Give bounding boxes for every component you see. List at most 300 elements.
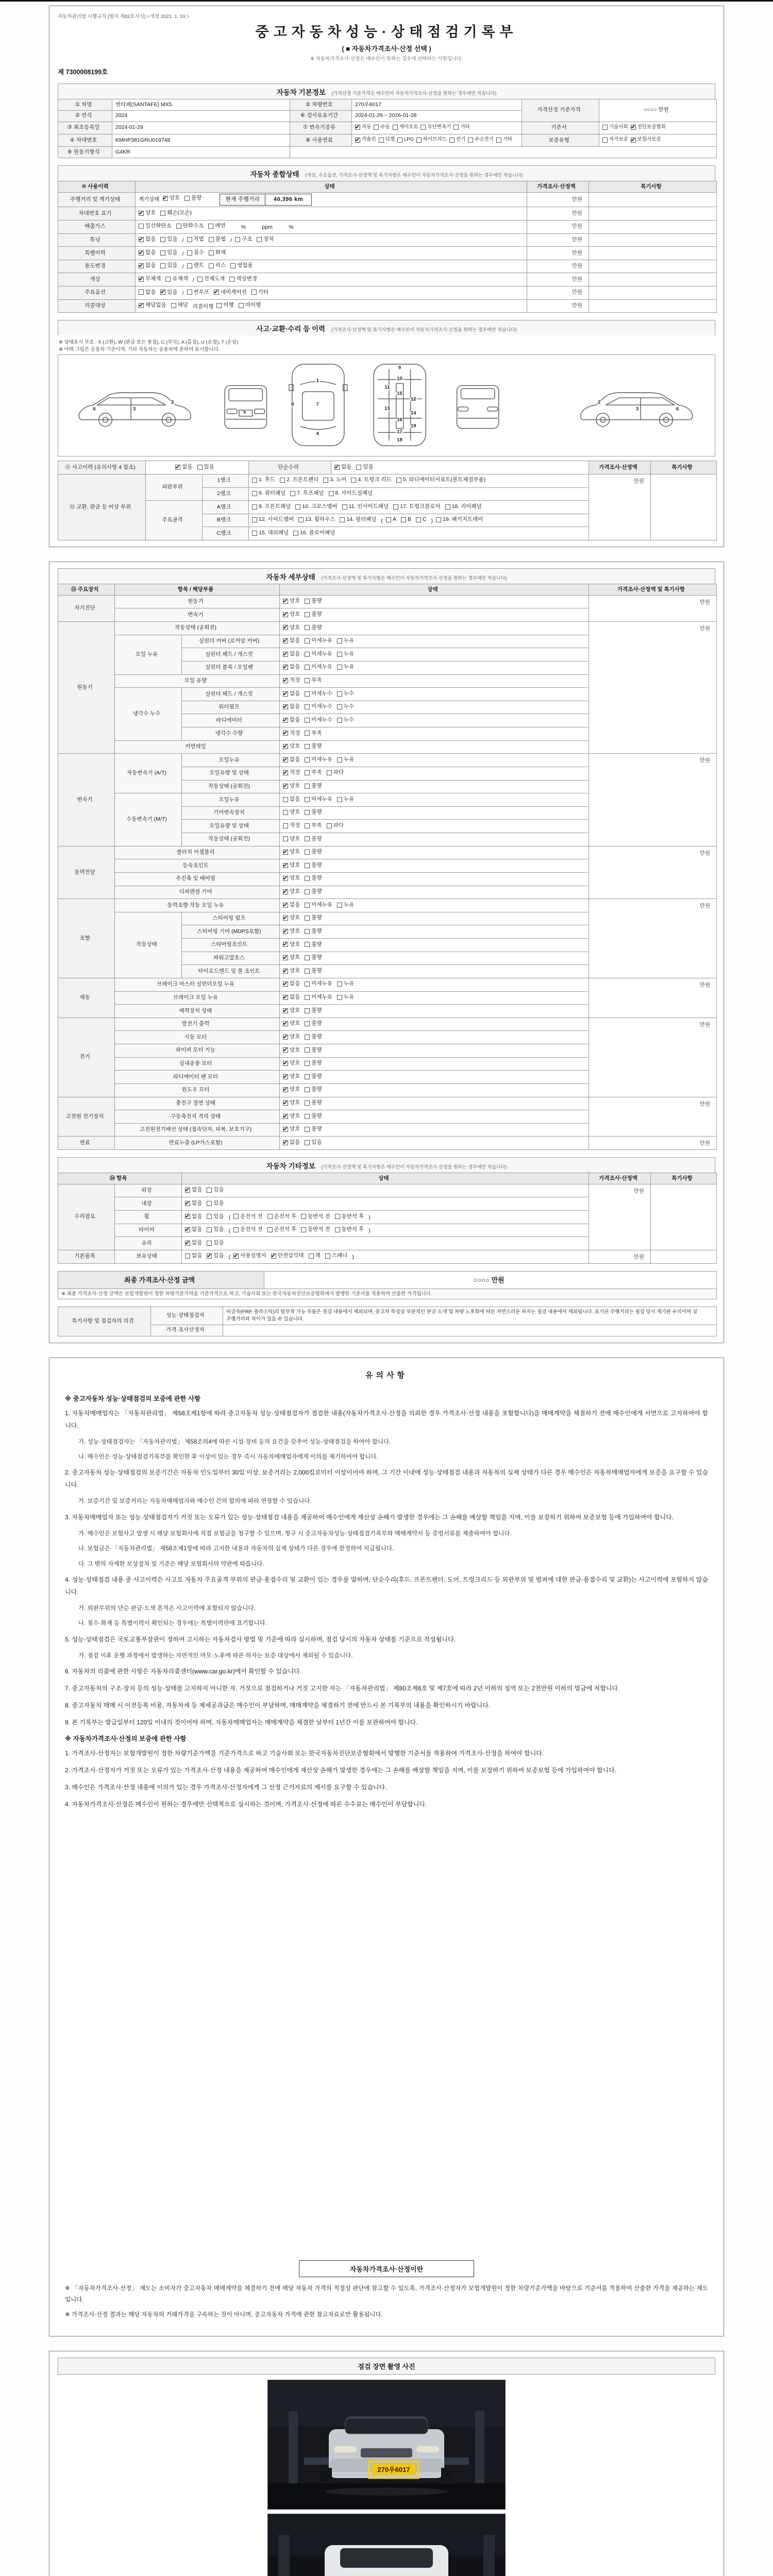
table-cell[interactable] bbox=[280, 595, 589, 608]
checkbox-icon bbox=[337, 638, 342, 643]
checkbox[interactable]: ✔ 없음 bbox=[283, 690, 300, 698]
checkbox[interactable]: 불량 bbox=[305, 742, 322, 751]
checkbox[interactable]: 없음 bbox=[185, 1252, 202, 1260]
checkbox[interactable]: 부족 bbox=[305, 676, 322, 685]
checkbox[interactable]: ✔ 양호 bbox=[283, 1020, 300, 1028]
table-cell[interactable] bbox=[136, 207, 527, 221]
checkbox[interactable]: 세미오토 bbox=[393, 124, 418, 131]
checkbox[interactable]: 누유 bbox=[337, 993, 354, 1002]
checkbox[interactable]: C bbox=[416, 516, 427, 524]
table-cell[interactable] bbox=[182, 1211, 589, 1224]
checkbox-checked-icon bbox=[139, 263, 144, 268]
checkbox-checked-icon bbox=[139, 237, 144, 242]
table-cell[interactable] bbox=[280, 754, 589, 767]
checkbox[interactable]: 훼손(오손) bbox=[160, 209, 192, 217]
checkbox[interactable]: 10. 크로스멤버 bbox=[295, 503, 337, 511]
table-cell[interactable] bbox=[280, 1110, 589, 1124]
checkbox[interactable]: 불량 bbox=[305, 848, 322, 856]
section-overall-note: (색상, 주요옵션, 가격조사·산정액 및 특기사항은 매수인이 자동차가격조사·산정을 원하는 경우에만 적습니다) bbox=[305, 173, 523, 178]
checkbox[interactable]: 미이행 bbox=[239, 301, 261, 310]
checkbox[interactable]: 운전석 전 bbox=[233, 1226, 263, 1234]
checkbox[interactable]: 누수 bbox=[337, 703, 354, 711]
checkbox[interactable]: 불량 bbox=[184, 194, 201, 202]
checkbox[interactable]: 누유 bbox=[337, 980, 354, 988]
checkbox[interactable]: 하이브리드 bbox=[416, 136, 447, 143]
checkbox[interactable]: 누유 bbox=[337, 901, 354, 909]
checkbox[interactable]: 7. 루프패널 bbox=[290, 489, 324, 498]
checkbox[interactable]: 누유 bbox=[337, 650, 354, 658]
checkbox[interactable]: ✔ 가솔린 bbox=[355, 136, 376, 143]
table-cell[interactable] bbox=[280, 978, 589, 991]
checkbox[interactable]: 불량 bbox=[305, 874, 322, 883]
checkbox[interactable]: 18. 리어패널 bbox=[445, 503, 482, 511]
table-cell[interactable] bbox=[280, 806, 589, 820]
checkbox[interactable]: 전체도색 bbox=[197, 275, 225, 283]
checkbox[interactable]: 동반석 후 bbox=[335, 1213, 364, 1221]
checkbox[interactable]: 렌트 bbox=[187, 262, 204, 270]
checkbox[interactable]: 전기 bbox=[449, 136, 465, 143]
checkbox[interactable]: ✔ 적정 bbox=[283, 676, 300, 685]
table-cell[interactable] bbox=[280, 939, 589, 952]
checkbox[interactable]: ✔ 없음 bbox=[283, 637, 300, 645]
table-cell bbox=[58, 233, 136, 247]
checkbox[interactable]: 영업용 bbox=[230, 262, 253, 270]
checkbox[interactable]: 3. 도어 bbox=[323, 476, 346, 484]
table-cell[interactable] bbox=[182, 1250, 589, 1263]
checkbox[interactable]: ✔ 양호 bbox=[283, 624, 300, 632]
checkbox[interactable]: 불량 bbox=[305, 941, 322, 949]
checkbox[interactable]: ✔ 적정 bbox=[283, 769, 300, 777]
checkbox[interactable]: 기타 bbox=[251, 289, 268, 297]
checkbox-icon bbox=[335, 1214, 340, 1219]
table-cell[interactable] bbox=[280, 1018, 589, 1031]
table-cell[interactable] bbox=[280, 661, 589, 674]
table-cell[interactable] bbox=[249, 501, 589, 514]
checkbox[interactable]: 탄화수소 bbox=[176, 222, 204, 230]
table-cell[interactable] bbox=[280, 793, 589, 807]
checkbox[interactable]: 있음 bbox=[160, 249, 177, 257]
checkbox[interactable]: 불량 bbox=[305, 808, 322, 817]
checkbox[interactable]: ✔ 없음 bbox=[283, 993, 300, 1002]
checkbox[interactable]: ✔ 양호 bbox=[283, 782, 300, 790]
table-cell[interactable] bbox=[331, 461, 589, 474]
checkbox[interactable]: 이행 bbox=[216, 301, 233, 310]
checkbox[interactable]: ✔ 양호 bbox=[283, 967, 300, 975]
checkbox[interactable]: ✔ 해당없음 bbox=[139, 301, 166, 310]
checkbox[interactable]: 기타 bbox=[496, 136, 512, 143]
checkbox[interactable]: 화재 bbox=[209, 249, 226, 257]
cell-text: 비금속(FRP, 플라스틱)의 탈부착 가능 부품은 점검 내용에서 제외되며, 중고차 특성상 부분적인 판금·도색 및 차량 노후화에 따른 자연스러운 하자는 점검 내용에서 제외됩니다. 표기된 주행거리는 점검 당시 계기판 수치이며 실 주행거리와 차이가 있을 수 있습니다. bbox=[226, 1309, 698, 1322]
checkbox[interactable]: 유채색 bbox=[165, 275, 188, 283]
table-cell[interactable] bbox=[249, 487, 589, 501]
checkbox[interactable]: 1. 후드 bbox=[252, 476, 275, 484]
table-cell[interactable] bbox=[280, 846, 589, 859]
checkbox[interactable]: 미세누유 bbox=[305, 795, 332, 804]
checkbox[interactable]: 과다 bbox=[327, 769, 344, 777]
checkbox[interactable]: 없음 bbox=[283, 795, 300, 804]
checkbox-icon bbox=[301, 1214, 306, 1219]
table-cell[interactable] bbox=[136, 247, 527, 260]
checkbox[interactable]: 불량 bbox=[305, 861, 322, 870]
table-cell[interactable] bbox=[280, 648, 589, 662]
checkbox[interactable]: 운전석 후 bbox=[267, 1213, 297, 1221]
checkbox[interactable]: ✔ 없음 bbox=[283, 980, 300, 988]
table-cell[interactable] bbox=[182, 1224, 589, 1237]
checkbox[interactable]: 불량 bbox=[305, 888, 322, 896]
table-cell[interactable] bbox=[136, 220, 527, 233]
table-cell[interactable] bbox=[280, 820, 589, 833]
table-cell bbox=[146, 501, 203, 540]
table-cell[interactable] bbox=[249, 527, 589, 540]
table-cell[interactable] bbox=[280, 622, 589, 635]
table-cell[interactable] bbox=[136, 192, 527, 207]
checkbox[interactable]: ✔ 없음 bbox=[185, 1213, 202, 1221]
checkbox[interactable]: 과다 bbox=[327, 822, 344, 830]
checkbox[interactable]: 있음 bbox=[160, 262, 177, 270]
section-detail-title: 자동차 세부상태 (가격조사·산정액 및 특기사항은 매수인이 자동차가격조사·산정을 원하는 경우에만 적습니다) bbox=[58, 568, 715, 584]
checkbox[interactable]: 불량 bbox=[305, 835, 322, 843]
checkbox-icon bbox=[305, 810, 310, 815]
checkbox[interactable]: B bbox=[401, 516, 411, 524]
checkbox-icon bbox=[342, 504, 347, 510]
checkbox[interactable]: ✔ 양호 bbox=[283, 1046, 300, 1055]
table-cell[interactable] bbox=[280, 872, 589, 886]
table-cell[interactable] bbox=[249, 474, 589, 487]
table-cell[interactable] bbox=[352, 134, 522, 146]
checkbox[interactable]: 일산화탄소 bbox=[139, 222, 172, 230]
checkbox[interactable]: 있음 bbox=[305, 1139, 322, 1147]
table-cell[interactable] bbox=[280, 1044, 589, 1058]
checkbox[interactable]: 미세누수 bbox=[305, 703, 332, 711]
checkbox[interactable]: ✔ 사용설명서 bbox=[233, 1252, 266, 1260]
checkbox[interactable]: ✔ 보험사보증 bbox=[631, 136, 661, 143]
checkbox[interactable]: ✔ 없음 bbox=[185, 1226, 202, 1234]
checkbox[interactable]: 동반석 전 bbox=[301, 1226, 330, 1234]
checkbox[interactable]: 미세누유 bbox=[305, 650, 332, 658]
checkbox[interactable]: 부족 bbox=[305, 730, 322, 738]
table-cell[interactable] bbox=[280, 780, 589, 793]
checkbox[interactable]: 동반석 전 bbox=[301, 1213, 330, 1221]
checkbox[interactable]: 자가보증 bbox=[602, 136, 628, 143]
checkbox[interactable]: ✔ 양호 bbox=[283, 1099, 300, 1107]
checkbox[interactable]: 스패너 bbox=[325, 1252, 347, 1260]
cell-text: 만원 bbox=[572, 223, 582, 230]
table-cell[interactable] bbox=[280, 1137, 589, 1150]
table-cell[interactable] bbox=[280, 727, 589, 741]
checkbox[interactable]: 있음 bbox=[197, 463, 214, 471]
checkbox-icon bbox=[197, 277, 203, 282]
checkbox[interactable]: 9. 프론트패널 bbox=[252, 503, 291, 511]
checkbox[interactable]: ✔ 없음 bbox=[334, 463, 351, 471]
checkbox[interactable]: 불량 bbox=[305, 927, 322, 936]
checkbox[interactable]: 불량 bbox=[305, 1033, 322, 1041]
cell-text: 실린더 블록 / 오일팬 bbox=[205, 664, 253, 671]
table-cell[interactable] bbox=[280, 991, 589, 1005]
checkbox[interactable]: 없음 bbox=[139, 289, 156, 297]
checkbox[interactable]: 있음 bbox=[207, 1213, 224, 1221]
checkbox[interactable]: ✔ 있음 bbox=[160, 289, 177, 297]
checkbox[interactable]: 미세누유 bbox=[305, 993, 332, 1002]
table-cell[interactable] bbox=[280, 1097, 589, 1110]
checkbox[interactable]: 불량 bbox=[305, 1059, 322, 1067]
table-cell[interactable] bbox=[280, 833, 589, 846]
table-cell[interactable] bbox=[280, 714, 589, 727]
checkbox[interactable]: ✔ 없음 bbox=[185, 1239, 202, 1247]
checkbox[interactable]: 불법 bbox=[209, 235, 226, 244]
section-accident-note: (가격조사·산정액 및 특기사항은 매수인이 자동차가격조사·산정을 원하는 경우에만 적습니다) bbox=[331, 327, 517, 333]
checkbox[interactable]: ✔ 네비게이션 bbox=[214, 289, 247, 297]
table-cell[interactable] bbox=[280, 912, 589, 925]
checkbox[interactable]: 14. 필러패널 bbox=[340, 516, 376, 524]
table-cell[interactable] bbox=[599, 134, 717, 146]
cell-text: 오일유량 및 상태 bbox=[209, 822, 249, 829]
checkbox[interactable]: 4. 트렁크 리드 bbox=[351, 476, 391, 484]
checkbox[interactable]: 부족 bbox=[305, 769, 322, 777]
checkbox[interactable]: 15. 대쉬패널 bbox=[252, 529, 289, 537]
checkbox[interactable]: 11. 인사이드패널 bbox=[342, 503, 389, 511]
checkbox[interactable]: 12. 사이드멤버 bbox=[252, 516, 294, 524]
table-cell[interactable] bbox=[280, 740, 589, 754]
checkbox[interactable]: ✔ 양호 bbox=[283, 861, 300, 870]
checkbox[interactable]: 미세누유 bbox=[305, 980, 332, 988]
checkbox[interactable]: 적법 bbox=[187, 235, 204, 244]
checkbox[interactable]: 운전석 전 bbox=[233, 1213, 263, 1221]
checkbox[interactable]: ✔ 없음 bbox=[283, 663, 300, 671]
checkbox[interactable]: ✔ 없음 bbox=[175, 463, 192, 471]
cell-text: 실린더 커버 (로커암 커버) bbox=[198, 638, 260, 645]
checkbox[interactable]: ✔ 없음 bbox=[283, 756, 300, 764]
table-cell[interactable] bbox=[280, 767, 589, 780]
checkbox[interactable]: 운전석 후 bbox=[267, 1226, 297, 1234]
checkbox[interactable]: ✔ 양호 bbox=[139, 209, 156, 217]
table-cell bbox=[58, 147, 112, 158]
checkbox[interactable]: 6. 쿼터패널 bbox=[252, 489, 285, 498]
checkbox[interactable]: ✔ 없음 bbox=[185, 1199, 202, 1208]
checkbox[interactable]: 불량 bbox=[305, 1007, 322, 1015]
table-cell[interactable] bbox=[136, 273, 527, 286]
table-cell[interactable] bbox=[136, 286, 527, 300]
checkbox[interactable]: 미세누유 bbox=[305, 663, 332, 671]
checkbox[interactable]: 있음 bbox=[160, 235, 177, 244]
checkbox[interactable]: 불량 bbox=[305, 1099, 322, 1107]
checkbox[interactable]: 동반석 후 bbox=[335, 1226, 364, 1234]
checkbox[interactable]: ✔ 양호 bbox=[283, 1033, 300, 1041]
table-cell[interactable] bbox=[280, 688, 589, 701]
checkbox[interactable]: 누유 bbox=[337, 795, 354, 804]
table-cell[interactable] bbox=[352, 122, 522, 134]
checkbox[interactable]: ✔ 양호 bbox=[283, 914, 300, 922]
checkbox[interactable]: 누유 bbox=[337, 637, 354, 645]
checkbox[interactable]: ✔ 없음 bbox=[139, 262, 156, 270]
checkbox[interactable]: ✔ 자동 bbox=[355, 124, 371, 131]
checkbox[interactable]: 침수 bbox=[187, 249, 204, 257]
table-cell bbox=[112, 134, 290, 146]
table-cell[interactable] bbox=[280, 1071, 589, 1084]
table-cell[interactable] bbox=[182, 1184, 589, 1197]
checkbox[interactable]: ✔ 양호 bbox=[283, 848, 300, 856]
checkbox[interactable]: 13. 휠하우스 bbox=[298, 516, 335, 524]
table-cell[interactable] bbox=[280, 608, 589, 622]
checkbox[interactable]: 미세누수 bbox=[305, 690, 332, 698]
checkbox[interactable]: 불량 bbox=[305, 914, 322, 922]
checkbox-icon bbox=[602, 138, 608, 143]
checkbox[interactable]: 17. 트렁크플로어 bbox=[393, 503, 440, 511]
table-cell[interactable] bbox=[249, 514, 589, 527]
checkbox[interactable]: 있음 bbox=[356, 463, 373, 471]
checkbox[interactable]: ✔ 없음 bbox=[283, 1139, 300, 1147]
checkbox[interactable]: ✔ 양호 bbox=[283, 888, 300, 896]
checkbox[interactable]: ✔ 없음 bbox=[283, 716, 300, 724]
table-cell[interactable] bbox=[599, 122, 717, 134]
checkbox[interactable]: 불량 bbox=[305, 782, 322, 790]
checkbox[interactable]: ✔ 양호 bbox=[283, 941, 300, 949]
checkbox[interactable]: 불량 bbox=[305, 1046, 322, 1055]
checkbox[interactable]: 19. 패키지트레이 bbox=[436, 516, 483, 524]
table-cell[interactable] bbox=[136, 233, 527, 247]
checkbox[interactable]: ✔ 양호 bbox=[283, 597, 300, 605]
table-cell[interactable] bbox=[280, 1057, 589, 1071]
table-cell[interactable] bbox=[136, 260, 527, 273]
checkbox[interactable]: 무단변속기 bbox=[421, 124, 451, 131]
checkbox[interactable]: ✔ 양호 bbox=[283, 927, 300, 936]
table-cell[interactable] bbox=[280, 965, 589, 978]
table-cell bbox=[115, 1123, 280, 1137]
checkbox[interactable]: ✔ 없음 bbox=[283, 703, 300, 711]
checkbox[interactable]: 누유 bbox=[337, 663, 354, 671]
checkbox[interactable]: 불량 bbox=[305, 1086, 322, 1094]
checkbox[interactable]: 불량 bbox=[305, 954, 322, 962]
table-cell[interactable] bbox=[280, 1031, 589, 1044]
checkbox[interactable]: 불량 bbox=[305, 624, 322, 632]
cell-text: 특기사항 및 점검자의 의견 bbox=[72, 1318, 134, 1324]
checkbox[interactable]: 불량 bbox=[305, 1020, 322, 1028]
checkbox[interactable]: 썬루프 bbox=[187, 289, 209, 297]
checkbox[interactable]: ✔ 양호 bbox=[283, 1073, 300, 1081]
table-cell[interactable] bbox=[280, 701, 589, 714]
checkbox[interactable]: 불량 bbox=[305, 597, 322, 605]
checkbox[interactable]: 불량 bbox=[305, 1112, 322, 1121]
cell-text: 가격조사·산정액 bbox=[599, 464, 637, 470]
checkbox[interactable]: ✔ 양호 bbox=[283, 1112, 300, 1121]
checkbox[interactable]: 해당 bbox=[171, 301, 188, 310]
table-cell[interactable] bbox=[280, 635, 589, 648]
checkbox[interactable]: 수동 bbox=[374, 124, 390, 131]
checkbox[interactable]: 잭 bbox=[309, 1252, 321, 1260]
table-cell[interactable] bbox=[136, 299, 527, 313]
checkbox[interactable]: ✔ 없음 bbox=[139, 249, 156, 257]
table-cell[interactable] bbox=[280, 859, 589, 873]
table-cell[interactable] bbox=[280, 1083, 589, 1097]
checkbox[interactable]: 수소전기 bbox=[468, 136, 494, 143]
checkbox[interactable]: ✔ 양호 bbox=[283, 1125, 300, 1133]
checkbox[interactable]: 디젤 bbox=[379, 136, 395, 143]
checkbox[interactable]: 불량 bbox=[305, 1125, 322, 1133]
checkbox[interactable]: 8. 사이드실패널 bbox=[329, 489, 373, 498]
checkbox[interactable]: 누수 bbox=[337, 690, 354, 698]
checkbox[interactable]: 있음 bbox=[207, 1186, 224, 1194]
cell-text: 동력전달 bbox=[74, 869, 95, 875]
checkbox[interactable]: 미세누수 bbox=[305, 716, 332, 724]
checkbox[interactable]: 미세누유 bbox=[305, 901, 332, 909]
checkbox[interactable]: ✔ 양호 bbox=[283, 611, 300, 619]
checkbox[interactable]: 부족 bbox=[305, 822, 322, 830]
cell-text: 와이퍼 모터 기능 bbox=[176, 1047, 215, 1054]
checkbox[interactable]: ✔ 있음 bbox=[207, 1252, 224, 1260]
checkbox[interactable]: 있음 bbox=[207, 1239, 224, 1247]
cell-text: 기본품목 bbox=[74, 1253, 95, 1260]
checkbox[interactable]: 불량 bbox=[305, 1073, 322, 1081]
checkbox[interactable]: ✔ 없음 bbox=[185, 1186, 202, 1194]
checkbox[interactable]: ✔ 양호 bbox=[283, 1059, 300, 1067]
checkbox[interactable]: 2. 프론트펜더 bbox=[280, 476, 318, 484]
checkbox-checked-icon bbox=[355, 125, 360, 130]
checkbox[interactable]: 리스 bbox=[209, 262, 226, 270]
checkbox[interactable]: 16. 플로어패널 bbox=[293, 529, 335, 537]
checkbox[interactable]: ✔ 양호 bbox=[163, 194, 180, 202]
checkbox[interactable]: 불량 bbox=[305, 611, 322, 619]
checkbox[interactable]: 불량 bbox=[305, 967, 322, 975]
checkbox[interactable]: 양호 bbox=[283, 835, 300, 843]
checkbox[interactable]: LPG bbox=[397, 136, 414, 143]
checkbox-checked-icon bbox=[271, 1253, 276, 1259]
checkbox[interactable]: ✔ 양호 bbox=[283, 1007, 300, 1015]
checkbox[interactable]: 매연 bbox=[208, 222, 225, 230]
checkbox[interactable]: ✔ 양호 bbox=[283, 954, 300, 962]
checkbox[interactable]: ✔ 적정 bbox=[283, 730, 300, 738]
checkbox[interactable]: 색상변경 bbox=[229, 275, 257, 283]
checkbox-icon bbox=[453, 125, 459, 130]
table-cell[interactable] bbox=[146, 461, 249, 474]
checkbox[interactable]: 미세누유 bbox=[305, 756, 332, 764]
table-cell[interactable] bbox=[182, 1237, 589, 1250]
table-cell[interactable] bbox=[280, 886, 589, 899]
checkbox[interactable]: ✔ 진단보증협회 bbox=[631, 124, 666, 131]
checkbox[interactable]: 기술사회 bbox=[602, 124, 628, 131]
checkbox[interactable]: 있음 bbox=[207, 1226, 224, 1234]
checkbox[interactable]: 적정 bbox=[283, 822, 300, 830]
checkbox[interactable]: 있음 bbox=[207, 1199, 224, 1208]
checkbox[interactable]: ✔ 안전삼각대 bbox=[271, 1252, 304, 1260]
cell-text: 주요옵션 bbox=[85, 289, 106, 296]
checkbox[interactable]: ✔ 없음 bbox=[283, 650, 300, 658]
checkbox-checked-icon bbox=[283, 981, 288, 987]
checkbox[interactable]: ✔ 없음 bbox=[283, 901, 300, 909]
table-cell[interactable] bbox=[280, 1123, 589, 1137]
checkbox[interactable]: 장치 bbox=[257, 235, 274, 244]
checkbox[interactable]: 5. 라디에이터서포트(볼트체결부품) bbox=[396, 476, 486, 484]
table-cell[interactable] bbox=[280, 1005, 589, 1018]
checkbox[interactable]: 미세누유 bbox=[305, 637, 332, 645]
table-cell[interactable] bbox=[182, 1197, 589, 1211]
checkbox[interactable]: 구조 bbox=[235, 235, 252, 244]
table-cell[interactable] bbox=[280, 674, 589, 688]
checkbox[interactable]: 누유 bbox=[337, 756, 354, 764]
checkbox[interactable]: ✔ 양호 bbox=[283, 874, 300, 883]
checkbox[interactable]: 양호 bbox=[283, 808, 300, 817]
checkbox[interactable]: ✔ 무채색 bbox=[139, 275, 161, 283]
checkbox[interactable]: 기타 bbox=[453, 124, 469, 131]
checkbox[interactable]: 누수 bbox=[337, 716, 354, 724]
table-cell[interactable] bbox=[280, 925, 589, 939]
checkbox[interactable]: ✔ 양호 bbox=[283, 1086, 300, 1094]
checkbox-icon bbox=[325, 1253, 330, 1259]
checkbox[interactable]: ✔ 양호 bbox=[283, 742, 300, 751]
checkbox-icon bbox=[267, 1214, 273, 1219]
checkbox[interactable]: ✔ 없음 bbox=[139, 235, 156, 244]
table-cell[interactable] bbox=[280, 899, 589, 912]
checkbox[interactable]: A bbox=[386, 516, 396, 524]
table-cell[interactable] bbox=[280, 952, 589, 965]
